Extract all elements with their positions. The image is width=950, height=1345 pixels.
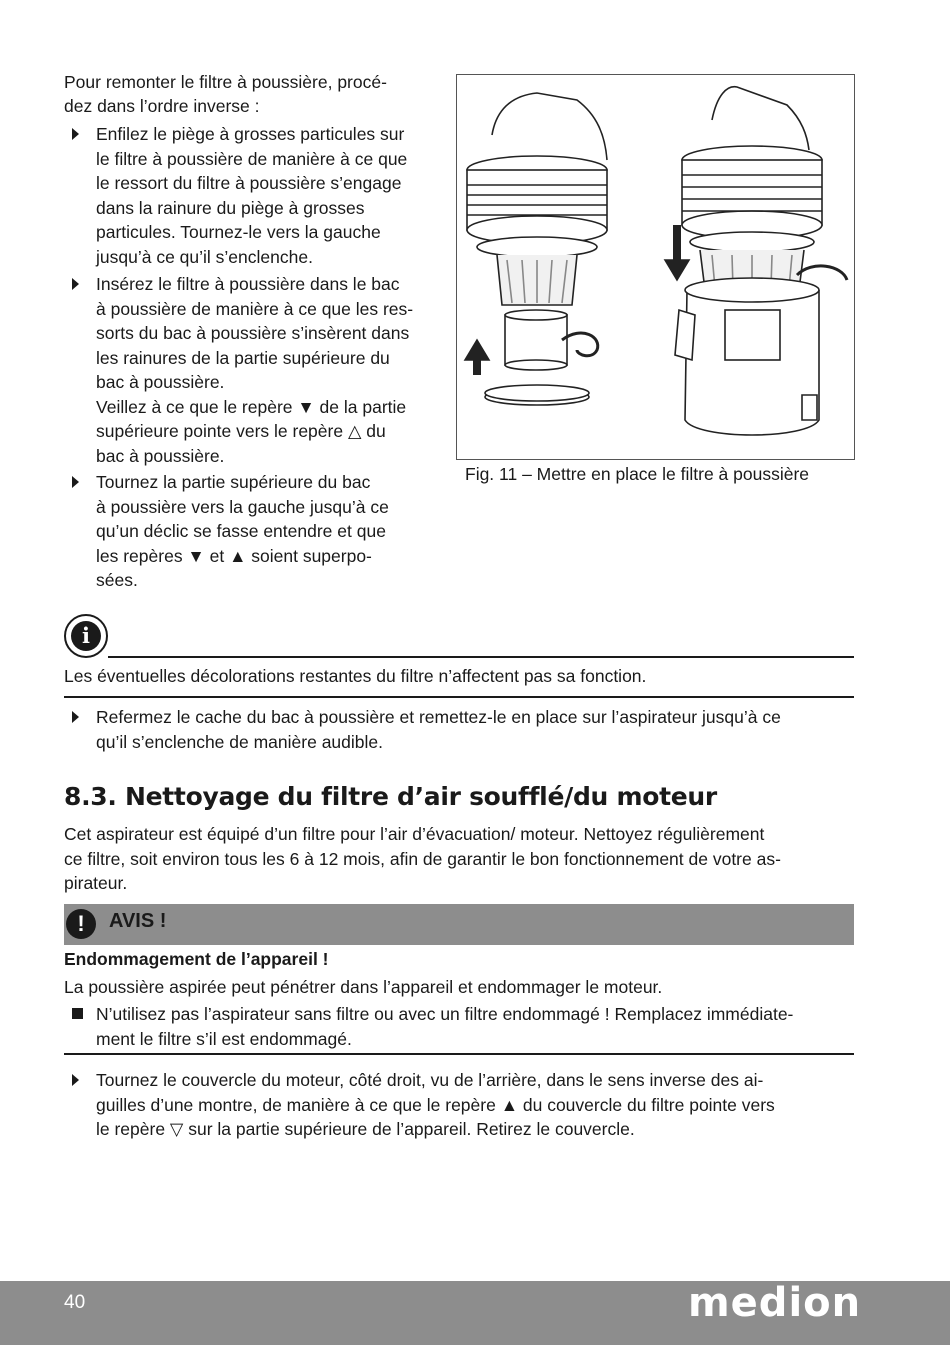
body-line: Cet aspirateur est équipé d’un filtre pour l’air d’évacuation/ moteur. Nettoyez régulièrement [64, 824, 765, 844]
bullet-arrow-icon [72, 278, 79, 290]
step-line: le ressort du filtre à poussière s’engage [96, 173, 402, 193]
step-line: bac à poussière. [96, 446, 225, 466]
notice-text: La poussière aspirée peut pénétrer dans l’appareil et endommager le moteur. [64, 977, 663, 997]
step-line: les repères ▼ et ▲ soient superpo- [96, 546, 372, 566]
step-line: dans la rainure du piège à grosses [96, 198, 365, 218]
notice-item-line: N’utilisez pas l’aspirateur sans filtre ou avec un filtre endommagé ! Remplacez immédiate- [96, 1004, 794, 1024]
step-line: bac à poussière. [96, 372, 225, 392]
notice-banner [64, 904, 854, 945]
step-line: sorts du bac à poussière s’insèrent dans [96, 323, 410, 343]
step-line: jusqu’à ce qu’il s’enclenche. [96, 247, 313, 267]
step-line: Enfilez le piège à grosses particules sur [96, 124, 405, 144]
intro-line: Pour remonter le filtre à poussière, procé- [64, 72, 387, 92]
figure-frame [456, 74, 855, 460]
warning-exclamation-icon: ! [66, 909, 96, 939]
step-line: guilles d’une montre, de manière à ce que le repère ▲ du couvercle du filtre pointe vers [96, 1095, 775, 1115]
note-top-rule [108, 656, 854, 658]
info-note-text: Les éventuelles décolorations restantes du filtre n’affectent pas sa fonction. [64, 666, 647, 686]
step-line: Veillez à ce que le repère ▼ de la partie [96, 397, 407, 417]
step-line: les rainures de la partie supérieure du [96, 348, 390, 368]
step-line: Tournez la partie supérieure du bac [96, 472, 371, 492]
page-number: 40 [64, 1292, 86, 1313]
step-line: qu’un déclic se fasse entendre et que [96, 521, 386, 541]
step-line: Insérez le filtre à poussière dans le bac [96, 274, 400, 294]
bullet-arrow-icon [72, 128, 79, 140]
dust-filter-illustration [457, 75, 854, 459]
body-line: pirateur. [64, 873, 128, 893]
step-line: Refermez le cache du bac à poussière et remettez-le en place sur l’aspirateur jusqu’à ce [96, 707, 781, 727]
step-line: Tournez le couvercle du moteur, côté droit, vu de l’arrière, dans le sens inverse des ai- [96, 1070, 764, 1090]
step-line: le repère ▽ sur la partie supérieure de l’appareil. Retirez le couvercle. [96, 1119, 635, 1139]
bullet-arrow-icon [72, 711, 79, 723]
note-bottom-rule [64, 696, 854, 698]
brand-logo: medion [688, 1280, 862, 1326]
notice-title: Endommagement de l’appareil ! [64, 949, 329, 969]
step-line: particules. Tournez-le vers la gauche [96, 222, 381, 242]
step-line: qu’il s’enclenche de manière audible. [96, 732, 383, 752]
step-line: à poussière de manière à ce que les res- [96, 299, 414, 319]
step-line: à poussière vers la gauche jusqu’à ce [96, 497, 389, 517]
square-bullet-icon [72, 1008, 83, 1019]
body-line: ce filtre, soit environ tous les 6 à 12 mois, afin de garantir le bon fonctionnement de votre as- [64, 849, 781, 869]
figure-caption: Fig. 11 – Mettre en place le filtre à poussière [465, 464, 810, 484]
notice-bottom-rule [64, 1053, 854, 1055]
section-heading: 8.3. Nettoyage du filtre d’air soufflé/du moteur [64, 782, 717, 811]
step-line: supérieure pointe vers le repère △ du [96, 421, 386, 441]
step-line: le filtre à poussière de manière à ce que [96, 149, 408, 169]
notice-item-line: ment le filtre s’il est endommagé. [96, 1029, 352, 1049]
notice-label: AVIS ! [109, 910, 167, 932]
bullet-arrow-icon [72, 1074, 79, 1086]
bullet-arrow-icon [72, 476, 79, 488]
intro-line: dez dans l’ordre inverse : [64, 96, 260, 116]
info-icon: i [64, 614, 108, 658]
step-line: sées. [96, 570, 138, 590]
